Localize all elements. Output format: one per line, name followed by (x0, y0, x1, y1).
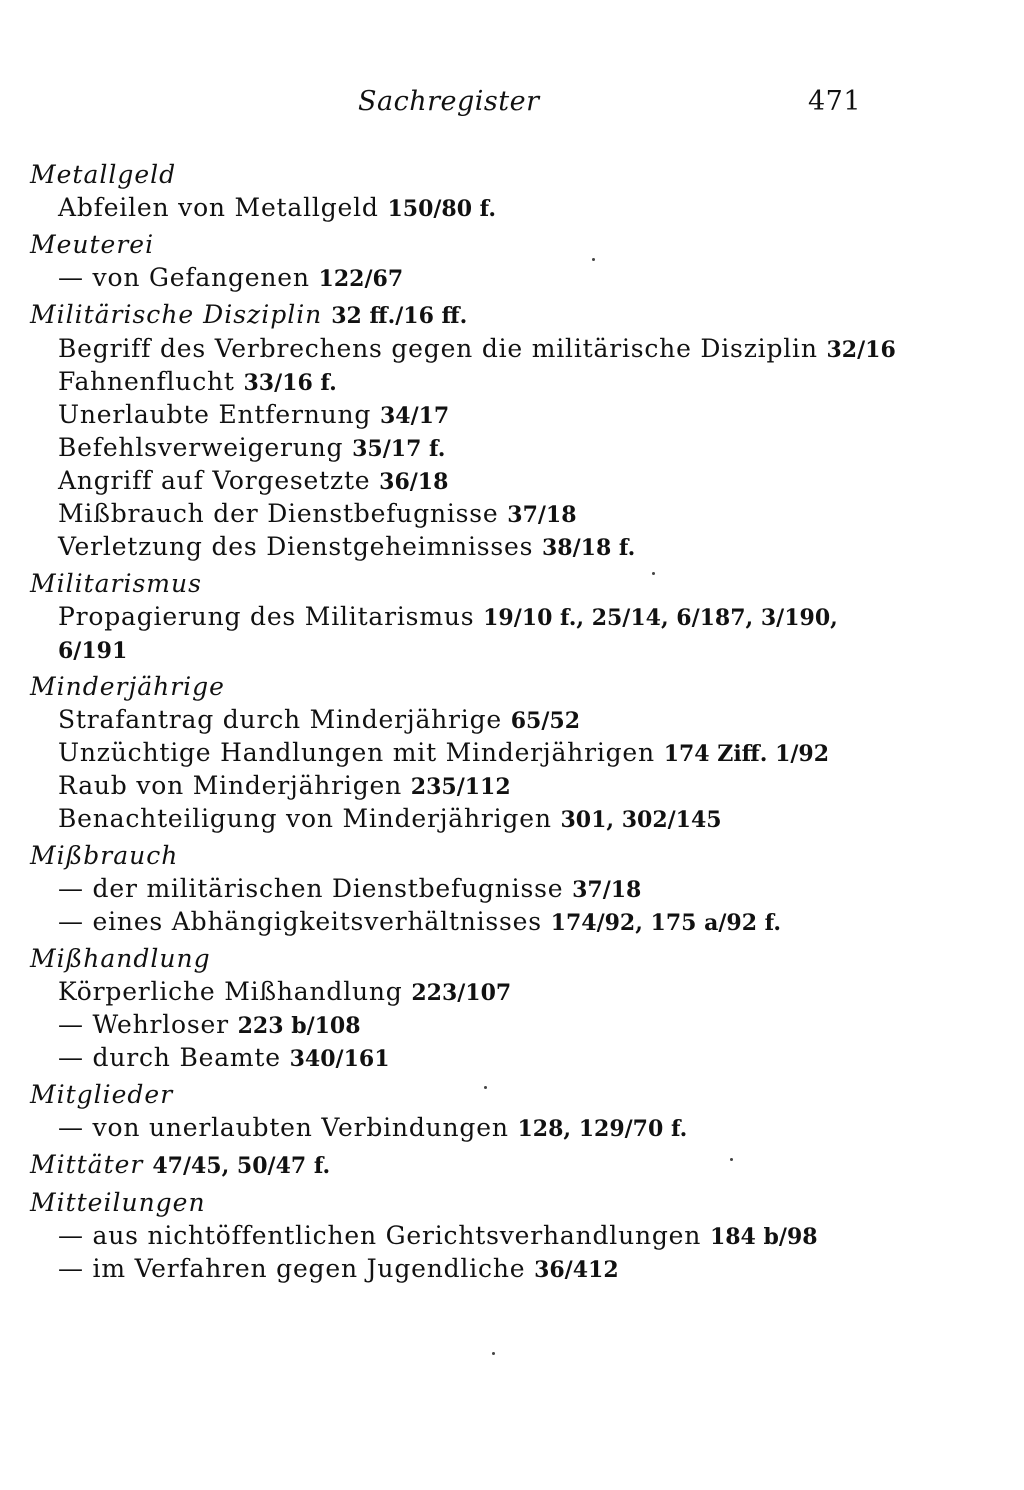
entry-heading: Mißhandlung (30, 944, 211, 973)
subitem-text: Propagierung des Militarismus (58, 602, 484, 631)
index-entry (30, 1148, 900, 1183)
page-reference: 184 b/98 (709, 1224, 818, 1250)
page-reference: 65/52 (510, 708, 581, 734)
scan-speck (652, 572, 655, 575)
running-title: Sachregister (358, 86, 540, 117)
subitem-text: — von Gefangenen (58, 263, 319, 292)
subitem-text: Befehlsverweigerung (58, 433, 353, 462)
index-entry (30, 158, 900, 225)
subitem-text: Körperliche Mißhandlung (58, 977, 412, 1006)
entry-subitem (30, 432, 900, 465)
entry-heading: Minderjährige (30, 672, 225, 701)
entry-subitem (30, 770, 900, 803)
page-reference: 235/112 (410, 774, 511, 800)
entry-subitem (30, 704, 900, 737)
entry-subitem (30, 531, 900, 564)
subitem-text: — von unerlaubten Verbindungen (58, 1113, 518, 1142)
entry-heading: Meuterei (30, 230, 155, 259)
page-reference: 38/18 f. (541, 535, 636, 561)
entry-heading: Mitteilungen (30, 1188, 206, 1217)
page-reference: 47/45, 50/47 f. (152, 1153, 331, 1179)
entry-subitem (30, 873, 900, 906)
entry-subitem (30, 465, 900, 498)
entry-subitem (30, 399, 900, 432)
entry-subitem (30, 333, 900, 366)
entry-subitem (30, 498, 900, 531)
page-reference: 37/18 (572, 877, 642, 903)
entry-heading: Metallgeld (30, 160, 177, 189)
subitem-text: Benachteiligung von Minderjährigen (58, 804, 561, 833)
subject-index (30, 158, 900, 1289)
index-entry (30, 298, 900, 564)
entry-subitem (30, 1009, 900, 1042)
entry-subitem (30, 906, 900, 939)
scan-speck (492, 1352, 495, 1355)
page-reference: 174 Ziff. 1/92 (663, 741, 830, 767)
subitem-text: — aus nichtöffentlichen Gerichtsverhandlungen (58, 1221, 710, 1250)
subitem-text: Angriff auf Vorgesetzte (58, 466, 380, 495)
subitem-text: — Wehrloser (58, 1010, 238, 1039)
entry-subitem (30, 1112, 900, 1145)
entry-subitem (30, 366, 900, 399)
entry-subitem (30, 1253, 900, 1286)
heading-text: Militärische Disziplin (30, 300, 332, 329)
index-entry (30, 1186, 900, 1286)
subitem-text: Abfeilen von Metallgeld (58, 193, 388, 222)
subitem-text: Unzüchtige Handlungen mit Minderjährigen (58, 738, 664, 767)
heading-text: Mittäter (30, 1150, 153, 1179)
subitem-text: — durch Beamte (58, 1043, 290, 1072)
page-reference: 150/80 f. (387, 196, 497, 222)
page-reference: 37/18 (507, 502, 577, 528)
index-entry (30, 228, 900, 295)
scan-speck (484, 1086, 487, 1089)
page-reference: 36/412 (534, 1257, 619, 1283)
page-reference: 174/92, 175 a/92 f. (550, 910, 782, 936)
page-reference: 122/67 (318, 266, 404, 292)
page-reference: 340/161 (289, 1046, 390, 1072)
entry-subitem (30, 803, 900, 836)
page-reference: 32 ff./16 ff. (331, 303, 468, 329)
scan-speck (730, 1158, 733, 1161)
entry-heading (30, 1148, 900, 1183)
entry-subitem (30, 1220, 900, 1253)
index-entry (30, 942, 900, 1075)
entry-subitem (30, 262, 900, 295)
page-reference: 34/17 (379, 403, 450, 429)
entry-heading (30, 298, 900, 333)
entry-subitem (30, 192, 900, 225)
index-entry (30, 1078, 900, 1145)
entry-subitem (30, 976, 900, 1009)
page-reference: 33/16 f. (243, 370, 337, 396)
subitem-text: Fahnenflucht (58, 367, 244, 396)
page-reference: 128, 129/70 f. (517, 1116, 688, 1142)
index-entry (30, 567, 900, 667)
subitem-text: — der militärischen Dienstbefugnisse (58, 874, 573, 903)
page-reference: 19/10 f., 25/14, 6/187, 3/190, 6/191 (58, 605, 838, 664)
subitem-text: Mißbrauch der Dienstbefugnisse (58, 499, 508, 528)
page-reference: 36/18 (379, 469, 449, 495)
subitem-text: Raub von Minderjährigen (58, 771, 411, 800)
page-reference: 301, 302/145 (560, 807, 722, 833)
subitem-text: Unerlaubte Entfernung (58, 400, 380, 429)
page-reference: 223/107 (411, 980, 512, 1006)
entry-heading: Mitglieder (30, 1080, 174, 1109)
running-header (0, 86, 1024, 126)
page-reference: 223 b/108 (237, 1013, 361, 1039)
index-entry (30, 670, 900, 836)
page-reference: 32/16 (826, 337, 896, 363)
subitem-text: Begriff des Verbrechens gegen die militärische Disziplin (58, 334, 827, 363)
subitem-text: — im Verfahren gegen Jugendliche (58, 1254, 535, 1283)
entry-subitem (30, 737, 900, 770)
subitem-text: Strafantrag durch Minderjährige (58, 705, 511, 734)
page-reference: 35/17 f. (352, 436, 446, 462)
page-number: 471 (808, 86, 862, 117)
entry-subitem (30, 1042, 900, 1075)
subitem-text: — eines Abhängigkeitsverhältnisses (58, 907, 551, 936)
entry-heading: Militarismus (30, 569, 202, 598)
index-entry (30, 839, 900, 939)
entry-heading: Mißbrauch (30, 841, 179, 870)
scan-speck (592, 258, 595, 261)
subitem-text: Verletzung des Dienstgeheimnisses (58, 532, 542, 561)
entry-subitem (30, 601, 900, 667)
